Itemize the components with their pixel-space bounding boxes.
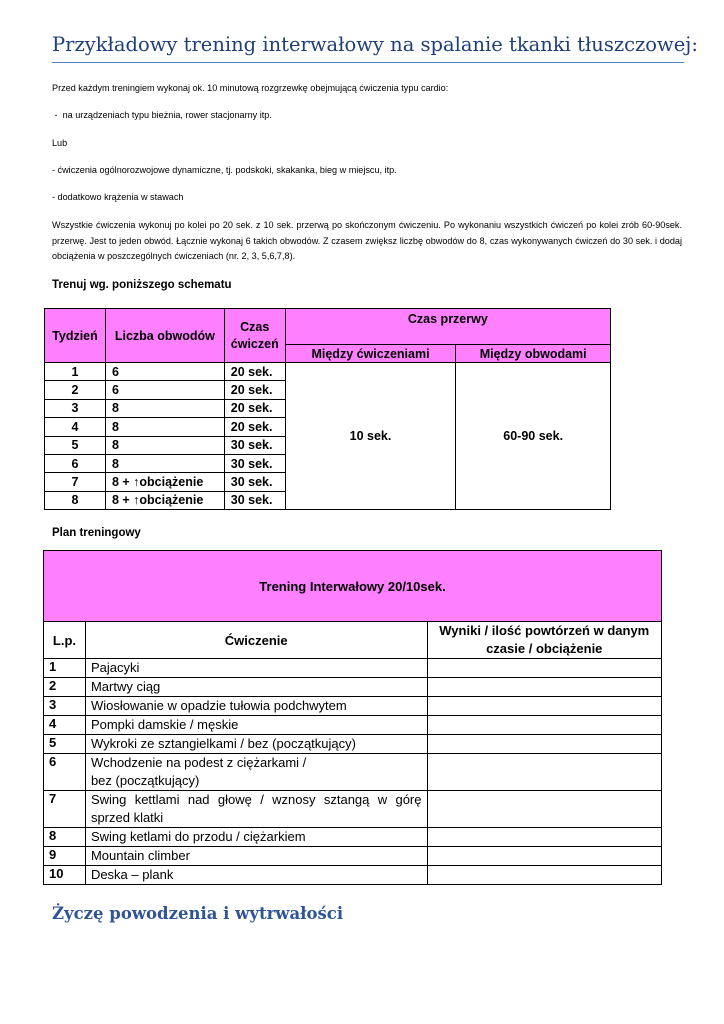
exercise-cell: Swing kettlami nad głowę / wznosy sztangą w górę sprzed klatki — [85, 791, 427, 828]
result-cell[interactable] — [427, 791, 662, 828]
rounds-cell: 8 — [105, 436, 224, 454]
intro-instructions: Wszystkie ćwiczenia wykonuj po kolei po 20 sek. z 10 sek. przerwą po skończonym ćwiczeniu. Po wykonaniu wszystkich ćwiczeń po kolei zrób 60-90sek. przerwę. Jest to jeden obwód. Łącznie wykonaj 6 takich obwodów. Z czasem zwiększ liczbę obwodów do 8, czas wykonywanych ćwiczeń do 30 sek. i dodaj obciążenia w poszczególnych ćwiczeniach (nr. 2, 3, 5,6,7,8). — [52, 220, 682, 261]
rounds-cell: 8 + ↑obciążenie — [105, 473, 224, 491]
result-cell[interactable] — [427, 716, 662, 735]
intro-general-exercises: - ćwiczenia ogólnorozwojowe dynamiczne, tj. podskoki, skakanka, bieg w miejscu, itp. — [52, 165, 397, 175]
lp-cell: 9 — [44, 847, 86, 866]
week-cell: 6 — [45, 454, 106, 472]
header-lp: L.p. — [44, 622, 86, 659]
time-cell: 20 sek. — [224, 381, 285, 399]
intro-or: Lub — [52, 138, 68, 148]
week-cell: 5 — [45, 436, 106, 454]
rounds-cell: 8 + ↑obciążenie — [105, 491, 224, 509]
week-cell: 3 — [45, 399, 106, 417]
lp-cell: 5 — [44, 735, 86, 754]
schedule-table — [44, 308, 611, 510]
exercise-cell: Wykroki ze sztangielkami / bez (początkujący) — [85, 735, 427, 754]
rounds-cell: 8 — [105, 418, 224, 436]
rounds-cell: 8 — [105, 454, 224, 472]
week-cell: 8 — [45, 491, 106, 509]
result-cell[interactable] — [427, 847, 662, 866]
header-rounds: Liczba obwodów — [105, 309, 224, 363]
exercise-cell: Wchodzenie na podest z ciężarkami / bez (początkujący) — [85, 754, 427, 791]
closing-wish: Życzę powodzenia i wytrwałości — [52, 904, 344, 923]
exercise-cell: Wiosłowanie w opadzie tułowia podchwytem — [85, 697, 427, 716]
result-cell[interactable] — [427, 735, 662, 754]
header-between-rounds: Między obwodami — [456, 345, 611, 363]
exercise-cell: Mountain climber — [85, 847, 427, 866]
time-cell: 20 sek. — [224, 418, 285, 436]
lp-cell: 1 — [44, 659, 86, 678]
time-cell: 30 sek. — [224, 454, 285, 472]
document-title: Przykładowy trening interwałowy na spalanie tkanki tłuszczowej: — [52, 33, 698, 56]
intro-cardio-machines: - na urządzeniach typu bieżnia, rower stacjonarny itp. — [52, 110, 272, 120]
exercise-cell: Martwy ciąg — [85, 678, 427, 697]
week-cell: 7 — [45, 473, 106, 491]
lp-cell: 10 — [44, 866, 86, 885]
lp-cell: 2 — [44, 678, 86, 697]
time-cell: 20 sek. — [224, 363, 285, 381]
header-week: Tydzień — [45, 309, 106, 363]
title-underline — [52, 62, 684, 63]
lp-cell: 4 — [44, 716, 86, 735]
exercise-cell: Pajacyki — [85, 659, 427, 678]
header-exercise: Ćwiczenie — [85, 622, 427, 659]
header-rest-time: Czas przerwy — [285, 309, 610, 345]
rounds-cell: 6 — [105, 381, 224, 399]
exercise-cell: Pompki damskie / męskie — [85, 716, 427, 735]
rest-between-exercises: 10 sek. — [285, 363, 456, 510]
rounds-cell: 6 — [105, 363, 224, 381]
result-cell[interactable] — [427, 659, 662, 678]
time-cell: 30 sek. — [224, 436, 285, 454]
rounds-cell: 8 — [105, 399, 224, 417]
intro-warmup: Przed każdym treningiem wykonaj ok. 10 minutową rozgrzewkę obejmującą ćwiczenia typu cardio: — [52, 83, 449, 93]
result-cell[interactable] — [427, 828, 662, 847]
time-cell: 20 sek. — [224, 399, 285, 417]
header-exercise-time: Czas ćwiczeń — [224, 309, 285, 363]
result-cell[interactable] — [427, 754, 662, 791]
week-cell: 2 — [45, 381, 106, 399]
lp-cell: 6 — [44, 754, 86, 791]
lp-cell: 8 — [44, 828, 86, 847]
schedule-heading: Trenuj wg. poniższego schematu — [52, 279, 232, 291]
plan-table — [43, 550, 662, 885]
rest-between-rounds: 60-90 sek. — [456, 363, 611, 510]
header-results: Wyniki / ilość powtórzeń w danym czasie / obciążenie — [427, 622, 662, 659]
result-cell[interactable] — [427, 866, 662, 885]
exercise-cell: Deska – plank — [85, 866, 427, 885]
week-cell: 4 — [45, 418, 106, 436]
result-cell[interactable] — [427, 678, 662, 697]
lp-cell: 3 — [44, 697, 86, 716]
plan-banner: Trening Interwałowy 20/10sek. — [44, 551, 662, 622]
header-between-exercises: Między ćwiczeniami — [285, 345, 456, 363]
result-cell[interactable] — [427, 697, 662, 716]
lp-cell: 7 — [44, 791, 86, 828]
time-cell: 30 sek. — [224, 491, 285, 509]
time-cell: 30 sek. — [224, 473, 285, 491]
plan-heading: Plan treningowy — [52, 527, 141, 539]
exercise-cell: Swing ketlami do przodu / ciężarkiem — [85, 828, 427, 847]
week-cell: 1 — [45, 363, 106, 381]
intro-joint-circles: - dodatkowo krążenia w stawach — [52, 192, 184, 202]
